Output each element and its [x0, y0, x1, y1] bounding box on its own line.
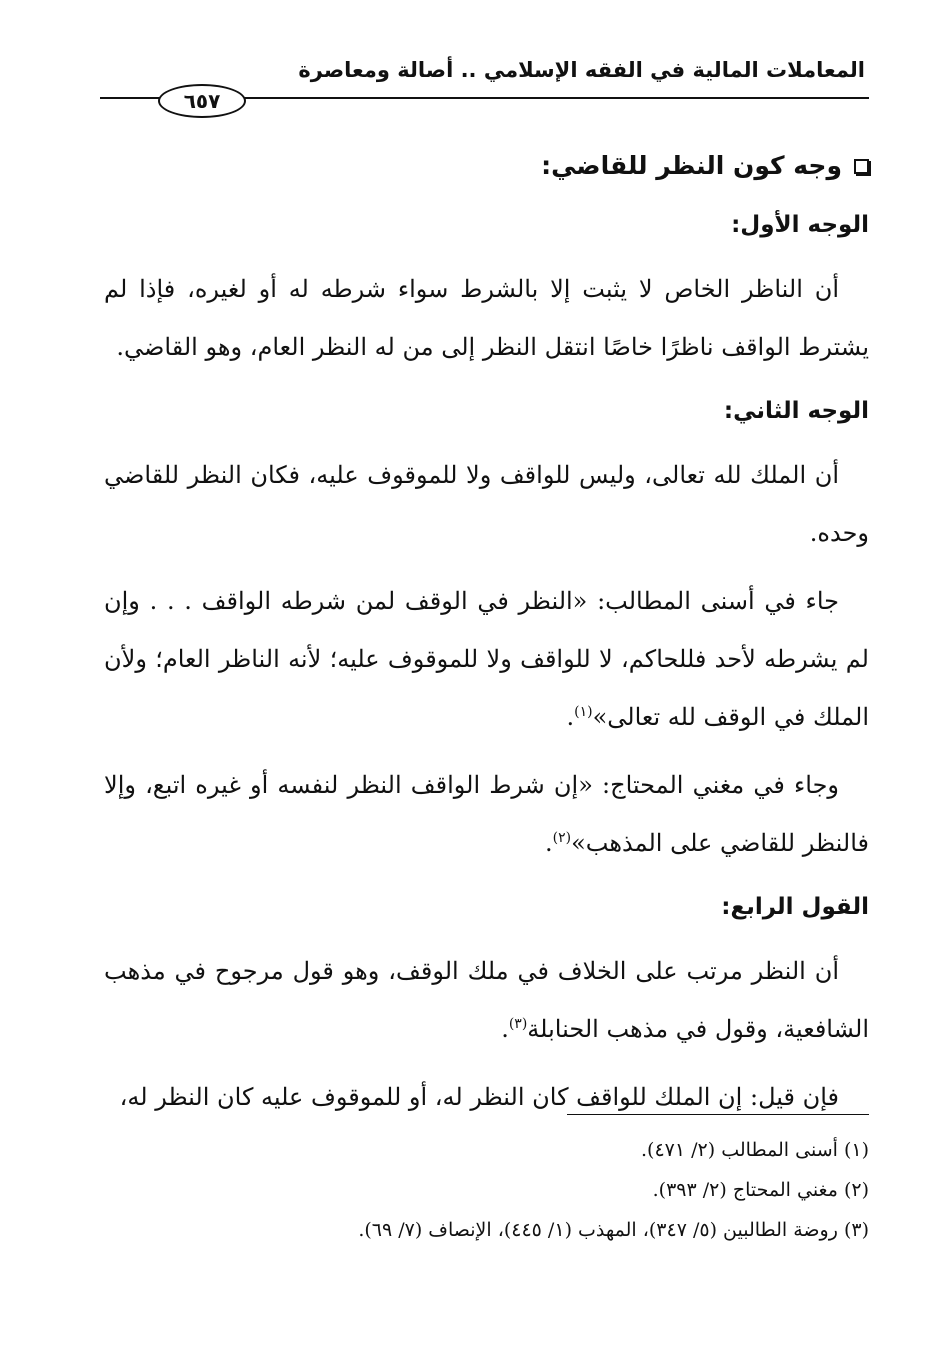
checkbox-icon: [854, 159, 869, 174]
second-aspect-paragraph: أن الملك لله تعالى، وليس للواقف ولا للموقوف عليه، فكان النظر للقاضي وحده.: [104, 461, 869, 547]
running-header-title: المعاملات المالية في الفقه الإسلامي .. أصالة ومعاصرة: [298, 58, 865, 82]
objection-paragraph: فإن قيل: إن الملك للواقف كان النظر له، أو للموقوف عليه كان النظر له،: [119, 1083, 839, 1111]
first-aspect-paragraph: أن الناظر الخاص لا يثبت إلا بالشرط سواء شرطه له أو لغيره، فإذا لم يشترط الواقف ناظرًا خاصًا انتقل النظر إلى من له النظر العام، وهو القاضي.: [104, 275, 869, 361]
fourth-opinion-text: أن النظر مرتب على الخلاف في ملك الوقف، وهو قول مرجوح في مذهب الشافعية، وقول في مذهب الحنابلة: [104, 957, 869, 1043]
footnote-1: (١) أسنى المطالب (٢/ ٤٧١).: [641, 1139, 869, 1161]
quote-mughni-end: .: [545, 829, 553, 857]
quote-mughni-paragraph: [104, 756, 869, 872]
quote-asna-paragraph: [104, 572, 869, 746]
footnote-ref-3: (٣): [508, 1016, 528, 1032]
footnotes: [104, 1130, 869, 1250]
footnote-ref-2: (٢): [552, 830, 572, 846]
footnote-2: (٢) مغني المحتاج (٢/ ٣٩٣).: [652, 1179, 869, 1201]
fourth-opinion-end: .: [501, 1015, 509, 1043]
second-aspect-heading: الوجه الثاني:: [723, 398, 869, 424]
section-heading-text: وجه كون النظر للقاضي:: [541, 151, 842, 180]
main-text: [104, 142, 869, 1134]
first-aspect-heading: الوجه الأول:: [731, 212, 869, 238]
section-heading: [104, 142, 869, 190]
page-number: ٦٥٧: [158, 84, 246, 118]
footnote-ref-1: (١): [574, 704, 593, 720]
footnote-3: (٣) روضة الطالبين (٥/ ٣٤٧)، المهذب (١/ ٤٤٥)، الإنصاف (٧/ ٦٩).: [358, 1219, 869, 1241]
quote-asna-end: .: [566, 703, 575, 731]
footnote-separator: [567, 1114, 869, 1115]
quote-asna-text: جاء في أسنى المطالب: «النظر في الوقف لمن شرطه الواقف . . . وإن لم يشرطه لأحد فللحاكم، لا للواقف ولا للموقوف عليه؛ لأنه الناظر العام؛ ولأن الملك في الوقف لله تعالى»: [104, 587, 869, 731]
fourth-opinion-heading: القول الرابع:: [721, 894, 869, 920]
quote-mughni-text: وجاء في مغني المحتاج: «إن شرط الواقف النظر لنفسه أو غيره اتبع، وإلا فالنظر للقاضي على المذهب»: [104, 771, 869, 857]
fourth-opinion-paragraph: [104, 942, 869, 1058]
